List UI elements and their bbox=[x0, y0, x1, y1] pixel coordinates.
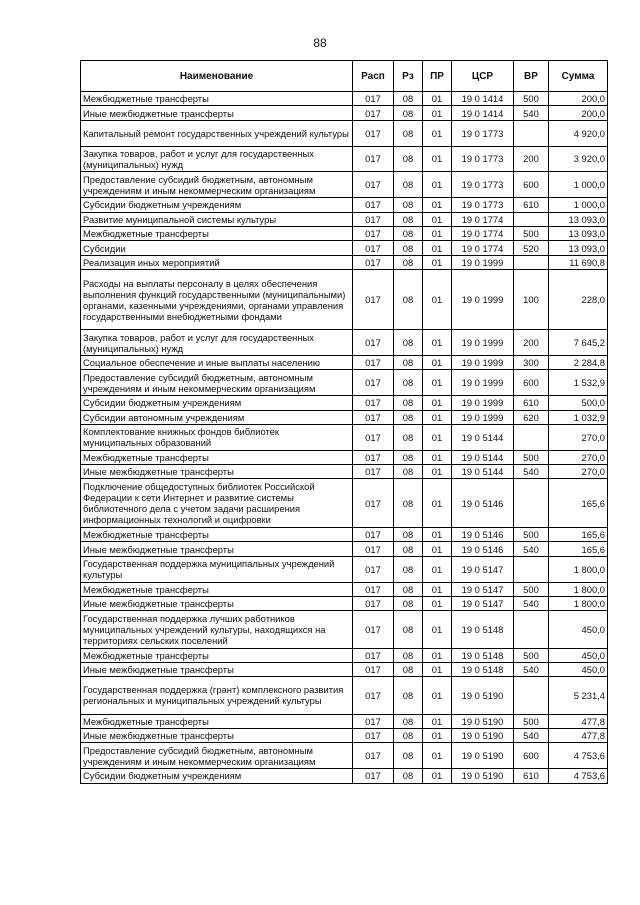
cell-rz: 08 bbox=[394, 424, 423, 450]
header-sum: Сумма bbox=[549, 61, 608, 92]
cell-name: Межбюджетные трансферты bbox=[81, 648, 353, 662]
cell-name: Иные межбюджетные трансферты bbox=[81, 728, 353, 742]
cell-pr: 01 bbox=[423, 120, 452, 146]
table-row bbox=[81, 226, 608, 240]
cell-pr: 01 bbox=[423, 212, 452, 226]
cell-sum: 5 231,4 bbox=[549, 677, 608, 714]
cell-vr: 500 bbox=[514, 226, 549, 240]
cell-rz: 08 bbox=[394, 370, 423, 396]
cell-vr: 500 bbox=[514, 528, 549, 542]
table-row bbox=[81, 479, 608, 528]
cell-sum: 165,6 bbox=[549, 528, 608, 542]
table-row bbox=[81, 255, 608, 269]
cell-pr: 01 bbox=[423, 255, 452, 269]
cell-vr: 100 bbox=[514, 270, 549, 330]
table-row bbox=[81, 198, 608, 212]
cell-rasp: 017 bbox=[353, 582, 394, 596]
table-row bbox=[81, 677, 608, 714]
cell-sum: 4 753,6 bbox=[549, 743, 608, 769]
cell-pr: 01 bbox=[423, 611, 452, 648]
cell-sum: 2 284,8 bbox=[549, 355, 608, 369]
cell-sum: 450,0 bbox=[549, 648, 608, 662]
cell-rasp: 017 bbox=[353, 769, 394, 783]
cell-rasp: 017 bbox=[353, 743, 394, 769]
cell-csr: 19 0 5146 bbox=[452, 479, 514, 528]
cell-vr: 200 bbox=[514, 330, 549, 356]
cell-csr: 19 0 5146 bbox=[452, 528, 514, 542]
cell-sum: 3 920,0 bbox=[549, 146, 608, 172]
cell-pr: 01 bbox=[423, 542, 452, 556]
cell-csr: 19 0 1774 bbox=[452, 241, 514, 255]
table-row bbox=[81, 410, 608, 424]
cell-sum: 4 753,6 bbox=[549, 769, 608, 783]
cell-pr: 01 bbox=[423, 355, 452, 369]
cell-rz: 08 bbox=[394, 120, 423, 146]
table-row bbox=[81, 556, 608, 582]
cell-name: Предоставление субсидий бюджетным, автономным учреждениям и иным некоммерческим организациям bbox=[81, 370, 353, 396]
table-row bbox=[81, 146, 608, 172]
cell-name: Подключение общедоступных библиотек Российской Федерации к сети Интернет и развитие системы библиотечного дела с учетом задачи расширения информационных технологий и оцифровки bbox=[81, 479, 353, 528]
cell-rz: 08 bbox=[394, 198, 423, 212]
cell-name: Иные межбюджетные трансферты bbox=[81, 106, 353, 120]
cell-sum: 477,8 bbox=[549, 728, 608, 742]
cell-vr: 540 bbox=[514, 465, 549, 479]
cell-vr: 500 bbox=[514, 714, 549, 728]
cell-rasp: 017 bbox=[353, 370, 394, 396]
cell-name: Межбюджетные трансферты bbox=[81, 582, 353, 596]
cell-pr: 01 bbox=[423, 556, 452, 582]
cell-name: Межбюджетные трансферты bbox=[81, 714, 353, 728]
cell-rasp: 017 bbox=[353, 424, 394, 450]
cell-pr: 01 bbox=[423, 648, 452, 662]
cell-rasp: 017 bbox=[353, 714, 394, 728]
cell-vr: 500 bbox=[514, 450, 549, 464]
table-row bbox=[81, 396, 608, 410]
cell-vr bbox=[514, 424, 549, 450]
cell-name: Социальное обеспечение и иные выплаты населению bbox=[81, 355, 353, 369]
cell-rasp: 017 bbox=[353, 528, 394, 542]
cell-rz: 08 bbox=[394, 728, 423, 742]
table-row bbox=[81, 542, 608, 556]
cell-csr: 19 0 5147 bbox=[452, 582, 514, 596]
cell-rasp: 017 bbox=[353, 663, 394, 677]
cell-vr: 600 bbox=[514, 743, 549, 769]
cell-rasp: 017 bbox=[353, 648, 394, 662]
cell-rasp: 017 bbox=[353, 728, 394, 742]
cell-rasp: 017 bbox=[353, 106, 394, 120]
cell-sum: 450,0 bbox=[549, 663, 608, 677]
cell-name: Предоставление субсидий бюджетным, автономным учреждениям и иным некоммерческим организациям bbox=[81, 172, 353, 198]
cell-vr: 540 bbox=[514, 663, 549, 677]
cell-vr: 500 bbox=[514, 582, 549, 596]
cell-sum: 1 800,0 bbox=[549, 556, 608, 582]
cell-rz: 08 bbox=[394, 396, 423, 410]
cell-rasp: 017 bbox=[353, 450, 394, 464]
header-rasp: Расп bbox=[353, 61, 394, 92]
header-rz: Рз bbox=[394, 61, 423, 92]
header-row bbox=[81, 61, 608, 92]
cell-name: Государственная поддержка муниципальных учреждений культуры bbox=[81, 556, 353, 582]
cell-rasp: 017 bbox=[353, 677, 394, 714]
cell-vr: 500 bbox=[514, 92, 549, 106]
cell-csr: 19 0 1414 bbox=[452, 106, 514, 120]
cell-name: Межбюджетные трансферты bbox=[81, 450, 353, 464]
cell-name: Государственная поддержка (грант) комплексного развития региональных и муниципальных учреждений культуры bbox=[81, 677, 353, 714]
cell-rz: 08 bbox=[394, 743, 423, 769]
cell-rasp: 017 bbox=[353, 355, 394, 369]
cell-name: Субсидии bbox=[81, 241, 353, 255]
cell-sum: 1 800,0 bbox=[549, 582, 608, 596]
cell-rz: 08 bbox=[394, 106, 423, 120]
cell-rz: 08 bbox=[394, 330, 423, 356]
cell-rz: 08 bbox=[394, 146, 423, 172]
cell-csr: 19 0 5146 bbox=[452, 542, 514, 556]
cell-sum: 1 532,9 bbox=[549, 370, 608, 396]
cell-rasp: 017 bbox=[353, 410, 394, 424]
cell-rz: 08 bbox=[394, 597, 423, 611]
cell-pr: 01 bbox=[423, 410, 452, 424]
cell-pr: 01 bbox=[423, 728, 452, 742]
cell-csr: 19 0 1774 bbox=[452, 212, 514, 226]
table-row bbox=[81, 743, 608, 769]
table-row bbox=[81, 582, 608, 596]
cell-csr: 19 0 5190 bbox=[452, 714, 514, 728]
cell-vr: 540 bbox=[514, 542, 549, 556]
cell-rz: 08 bbox=[394, 241, 423, 255]
cell-sum: 4 920,0 bbox=[549, 120, 608, 146]
cell-name: Иные межбюджетные трансферты bbox=[81, 542, 353, 556]
cell-pr: 01 bbox=[423, 450, 452, 464]
cell-name: Государственная поддержка лучших работников муниципальных учреждений культуры, находящихся на территориях сельских поселений bbox=[81, 611, 353, 648]
cell-sum: 13 093,0 bbox=[549, 241, 608, 255]
cell-rz: 08 bbox=[394, 582, 423, 596]
cell-csr: 19 0 5148 bbox=[452, 663, 514, 677]
table-row bbox=[81, 241, 608, 255]
cell-vr: 540 bbox=[514, 597, 549, 611]
cell-pr: 01 bbox=[423, 479, 452, 528]
cell-pr: 01 bbox=[423, 769, 452, 783]
cell-name: Иные межбюджетные трансферты bbox=[81, 663, 353, 677]
cell-sum: 228,0 bbox=[549, 270, 608, 330]
cell-vr bbox=[514, 677, 549, 714]
cell-rz: 08 bbox=[394, 677, 423, 714]
cell-rasp: 017 bbox=[353, 241, 394, 255]
cell-sum: 1 800,0 bbox=[549, 597, 608, 611]
budget-table bbox=[80, 60, 608, 784]
cell-rasp: 017 bbox=[353, 226, 394, 240]
header-name: Наименование bbox=[81, 61, 353, 92]
cell-name: Комплектование книжных фондов библиотек муниципальных образований bbox=[81, 424, 353, 450]
cell-csr: 19 0 5144 bbox=[452, 465, 514, 479]
cell-rasp: 017 bbox=[353, 212, 394, 226]
cell-rasp: 017 bbox=[353, 396, 394, 410]
cell-rasp: 017 bbox=[353, 542, 394, 556]
table-row bbox=[81, 769, 608, 783]
cell-pr: 01 bbox=[423, 528, 452, 542]
cell-name: Капитальный ремонт государственных учреждений культуры bbox=[81, 120, 353, 146]
cell-pr: 01 bbox=[423, 597, 452, 611]
cell-rz: 08 bbox=[394, 172, 423, 198]
cell-pr: 01 bbox=[423, 146, 452, 172]
table-row bbox=[81, 370, 608, 396]
table-row bbox=[81, 714, 608, 728]
cell-sum: 1 000,0 bbox=[549, 172, 608, 198]
table-row bbox=[81, 611, 608, 648]
cell-rz: 08 bbox=[394, 714, 423, 728]
cell-sum: 450,0 bbox=[549, 611, 608, 648]
cell-sum: 1 000,0 bbox=[549, 198, 608, 212]
table-row bbox=[81, 597, 608, 611]
cell-pr: 01 bbox=[423, 270, 452, 330]
table-row bbox=[81, 465, 608, 479]
cell-vr bbox=[514, 556, 549, 582]
cell-sum: 500,0 bbox=[549, 396, 608, 410]
cell-csr: 19 0 1773 bbox=[452, 172, 514, 198]
cell-vr: 600 bbox=[514, 370, 549, 396]
cell-rz: 08 bbox=[394, 465, 423, 479]
table-row bbox=[81, 330, 608, 356]
cell-name: Межбюджетные трансферты bbox=[81, 528, 353, 542]
table-row bbox=[81, 648, 608, 662]
cell-csr: 19 0 5144 bbox=[452, 424, 514, 450]
cell-sum: 11 690,8 bbox=[549, 255, 608, 269]
cell-csr: 19 0 5147 bbox=[452, 556, 514, 582]
cell-csr: 19 0 5190 bbox=[452, 728, 514, 742]
cell-rasp: 017 bbox=[353, 465, 394, 479]
cell-sum: 270,0 bbox=[549, 465, 608, 479]
cell-vr: 610 bbox=[514, 396, 549, 410]
cell-name: Субсидии бюджетным учреждениям bbox=[81, 198, 353, 212]
cell-name: Развитие муниципальной системы культуры bbox=[81, 212, 353, 226]
cell-csr: 19 0 1774 bbox=[452, 226, 514, 240]
cell-csr: 19 0 1414 bbox=[452, 92, 514, 106]
cell-rz: 08 bbox=[394, 479, 423, 528]
table-row bbox=[81, 424, 608, 450]
cell-csr: 19 0 5148 bbox=[452, 648, 514, 662]
cell-name: Предоставление субсидий бюджетным, автономным учреждениям и иным некоммерческим организациям bbox=[81, 743, 353, 769]
cell-sum: 270,0 bbox=[549, 424, 608, 450]
cell-pr: 01 bbox=[423, 92, 452, 106]
table-row bbox=[81, 528, 608, 542]
table-row bbox=[81, 663, 608, 677]
cell-vr: 600 bbox=[514, 172, 549, 198]
cell-vr bbox=[514, 479, 549, 528]
cell-csr: 19 0 5144 bbox=[452, 450, 514, 464]
cell-rz: 08 bbox=[394, 556, 423, 582]
cell-pr: 01 bbox=[423, 743, 452, 769]
cell-vr: 610 bbox=[514, 198, 549, 212]
cell-rasp: 017 bbox=[353, 255, 394, 269]
cell-name: Субсидии бюджетным учреждениям bbox=[81, 396, 353, 410]
cell-rz: 08 bbox=[394, 663, 423, 677]
table-row bbox=[81, 270, 608, 330]
cell-sum: 13 093,0 bbox=[549, 212, 608, 226]
cell-rasp: 017 bbox=[353, 556, 394, 582]
cell-csr: 19 0 1773 bbox=[452, 120, 514, 146]
cell-name: Иные межбюджетные трансферты bbox=[81, 465, 353, 479]
cell-csr: 19 0 1773 bbox=[452, 198, 514, 212]
cell-rz: 08 bbox=[394, 528, 423, 542]
cell-name: Иные межбюджетные трансферты bbox=[81, 597, 353, 611]
cell-rz: 08 bbox=[394, 450, 423, 464]
cell-pr: 01 bbox=[423, 396, 452, 410]
cell-csr: 19 0 5148 bbox=[452, 611, 514, 648]
cell-pr: 01 bbox=[423, 714, 452, 728]
cell-rz: 08 bbox=[394, 611, 423, 648]
cell-vr: 540 bbox=[514, 106, 549, 120]
cell-rz: 08 bbox=[394, 355, 423, 369]
table-row bbox=[81, 172, 608, 198]
cell-sum: 165,6 bbox=[549, 479, 608, 528]
table-row bbox=[81, 106, 608, 120]
cell-csr: 19 0 5190 bbox=[452, 769, 514, 783]
cell-vr: 300 bbox=[514, 355, 549, 369]
cell-csr: 19 0 1999 bbox=[452, 355, 514, 369]
cell-pr: 01 bbox=[423, 663, 452, 677]
cell-rz: 08 bbox=[394, 648, 423, 662]
cell-name: Закупка товаров, работ и услуг для государственных (муниципальных) нужд bbox=[81, 146, 353, 172]
header-vr: ВР bbox=[514, 61, 549, 92]
cell-rz: 08 bbox=[394, 255, 423, 269]
cell-rasp: 017 bbox=[353, 120, 394, 146]
cell-vr: 200 bbox=[514, 146, 549, 172]
cell-name: Реализация иных мероприятий bbox=[81, 255, 353, 269]
cell-sum: 477,8 bbox=[549, 714, 608, 728]
cell-pr: 01 bbox=[423, 172, 452, 198]
cell-rasp: 017 bbox=[353, 92, 394, 106]
cell-vr bbox=[514, 212, 549, 226]
cell-vr: 540 bbox=[514, 728, 549, 742]
cell-sum: 1 032,9 bbox=[549, 410, 608, 424]
cell-csr: 19 0 1999 bbox=[452, 270, 514, 330]
cell-vr: 620 bbox=[514, 410, 549, 424]
table-row bbox=[81, 450, 608, 464]
cell-rasp: 017 bbox=[353, 479, 394, 528]
cell-csr: 19 0 1999 bbox=[452, 410, 514, 424]
cell-vr: 610 bbox=[514, 769, 549, 783]
cell-name: Закупка товаров, работ и услуг для государственных (муниципальных) нужд bbox=[81, 330, 353, 356]
cell-rasp: 017 bbox=[353, 330, 394, 356]
header-csr: ЦСР bbox=[452, 61, 514, 92]
cell-name: Субсидии автономным учреждениям bbox=[81, 410, 353, 424]
cell-name: Расходы на выплаты персоналу в целях обеспечения выполнения функций государственными (муниципальными) органами, казенными учреждениями, органами управления государственными внебюджетными фондами bbox=[81, 270, 353, 330]
cell-rasp: 017 bbox=[353, 597, 394, 611]
cell-rasp: 017 bbox=[353, 270, 394, 330]
cell-pr: 01 bbox=[423, 582, 452, 596]
cell-sum: 200,0 bbox=[549, 92, 608, 106]
header-pr: ПР bbox=[423, 61, 452, 92]
cell-vr bbox=[514, 255, 549, 269]
cell-csr: 19 0 1999 bbox=[452, 396, 514, 410]
cell-name: Межбюджетные трансферты bbox=[81, 226, 353, 240]
cell-pr: 01 bbox=[423, 241, 452, 255]
cell-rz: 08 bbox=[394, 410, 423, 424]
cell-rasp: 017 bbox=[353, 198, 394, 212]
cell-rasp: 017 bbox=[353, 611, 394, 648]
cell-rz: 08 bbox=[394, 542, 423, 556]
cell-sum: 270,0 bbox=[549, 450, 608, 464]
cell-pr: 01 bbox=[423, 465, 452, 479]
cell-rz: 08 bbox=[394, 270, 423, 330]
cell-rz: 08 bbox=[394, 226, 423, 240]
table-row bbox=[81, 212, 608, 226]
cell-pr: 01 bbox=[423, 330, 452, 356]
cell-sum: 200,0 bbox=[549, 106, 608, 120]
cell-rz: 08 bbox=[394, 769, 423, 783]
cell-sum: 165,6 bbox=[549, 542, 608, 556]
cell-vr bbox=[514, 120, 549, 146]
cell-pr: 01 bbox=[423, 226, 452, 240]
cell-csr: 19 0 5190 bbox=[452, 743, 514, 769]
cell-rz: 08 bbox=[394, 92, 423, 106]
cell-name: Субсидии бюджетным учреждениям bbox=[81, 769, 353, 783]
cell-pr: 01 bbox=[423, 677, 452, 714]
cell-vr bbox=[514, 611, 549, 648]
cell-csr: 19 0 1773 bbox=[452, 146, 514, 172]
table-row bbox=[81, 120, 608, 146]
cell-csr: 19 0 1999 bbox=[452, 370, 514, 396]
cell-csr: 19 0 5190 bbox=[452, 677, 514, 714]
cell-vr: 520 bbox=[514, 241, 549, 255]
cell-pr: 01 bbox=[423, 424, 452, 450]
cell-csr: 19 0 1999 bbox=[452, 330, 514, 356]
table-row bbox=[81, 355, 608, 369]
cell-sum: 13 093,0 bbox=[549, 226, 608, 240]
cell-pr: 01 bbox=[423, 106, 452, 120]
table-row bbox=[81, 92, 608, 106]
cell-csr: 19 0 5147 bbox=[452, 597, 514, 611]
cell-pr: 01 bbox=[423, 198, 452, 212]
cell-csr: 19 0 1999 bbox=[452, 255, 514, 269]
cell-rasp: 017 bbox=[353, 146, 394, 172]
cell-sum: 7 645,2 bbox=[549, 330, 608, 356]
cell-name: Межбюджетные трансферты bbox=[81, 92, 353, 106]
page-number: 88 bbox=[313, 36, 327, 50]
cell-vr: 500 bbox=[514, 648, 549, 662]
cell-rasp: 017 bbox=[353, 172, 394, 198]
cell-pr: 01 bbox=[423, 370, 452, 396]
table-row bbox=[81, 728, 608, 742]
cell-rz: 08 bbox=[394, 212, 423, 226]
